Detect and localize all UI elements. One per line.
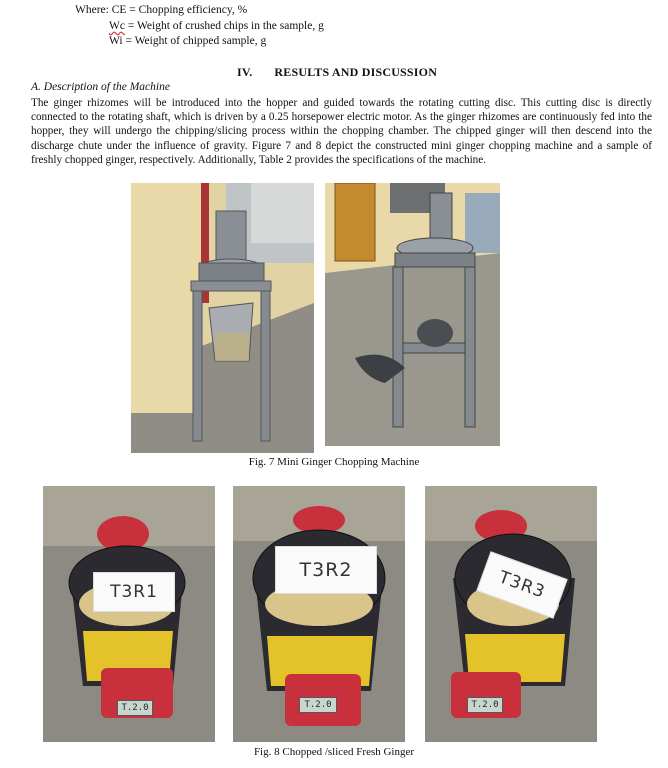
legend-line-wi: Wi = Weight of chipped sample, g (109, 35, 267, 47)
fig8-photo-1 (43, 486, 215, 742)
section-number: IV. (237, 65, 253, 79)
legend-line-ce: Where: CE = Chopping efficiency, % (75, 4, 248, 16)
fig8-caption: Fig. 8 Chopped /sliced Fresh Ginger (253, 746, 415, 758)
fig8-scale-3: T.2.0 (467, 697, 503, 713)
subsection-title: A. Description of the Machine (31, 81, 170, 93)
fig8-label-2: T3R2 (275, 546, 377, 594)
fig8-photo-3 (425, 486, 597, 742)
body-paragraph: The ginger rhizomes will be introduced into the hopper and guided towards the rotating cutting disc. This cutting disc is directly connected to the rotating shaft, which is driven by a 0.25 horsepower electric motor. As the ginger rhizomes are continuously fed into the hopper, they will undergo the chipping/slicing process within the chopping chamber. The chipped ginger will then descend into the discharge chute under the influence of gravity. Figure 7 and 8 depict the constructed mini ginger chopping machine and a sample of freshly chopped ginger, respectively. Additionally, Table 2 provides the specifications of the machine. (31, 97, 652, 166)
fig8-label-1: T3R1 (93, 572, 175, 612)
fig7-photo-front (131, 183, 314, 453)
wc-symbol: Wc (109, 20, 125, 32)
fig8-label-3: T3R3 (476, 551, 567, 619)
wc-definition: = Weight of crushed chips in the sample, g (124, 20, 324, 32)
section-heading (237, 65, 437, 80)
legend-line-wc (109, 19, 324, 33)
fig8-scale-1: T.2.0 (117, 700, 153, 716)
section-title: RESULTS AND DISCUSSION (274, 65, 438, 79)
fig8-photo-2 (233, 486, 405, 742)
fig7-caption: Fig. 7 Mini Ginger Chopping Machine (248, 456, 420, 468)
fig7-photo-side (325, 183, 500, 446)
fig8-scale-2: T.2.0 (299, 697, 337, 713)
